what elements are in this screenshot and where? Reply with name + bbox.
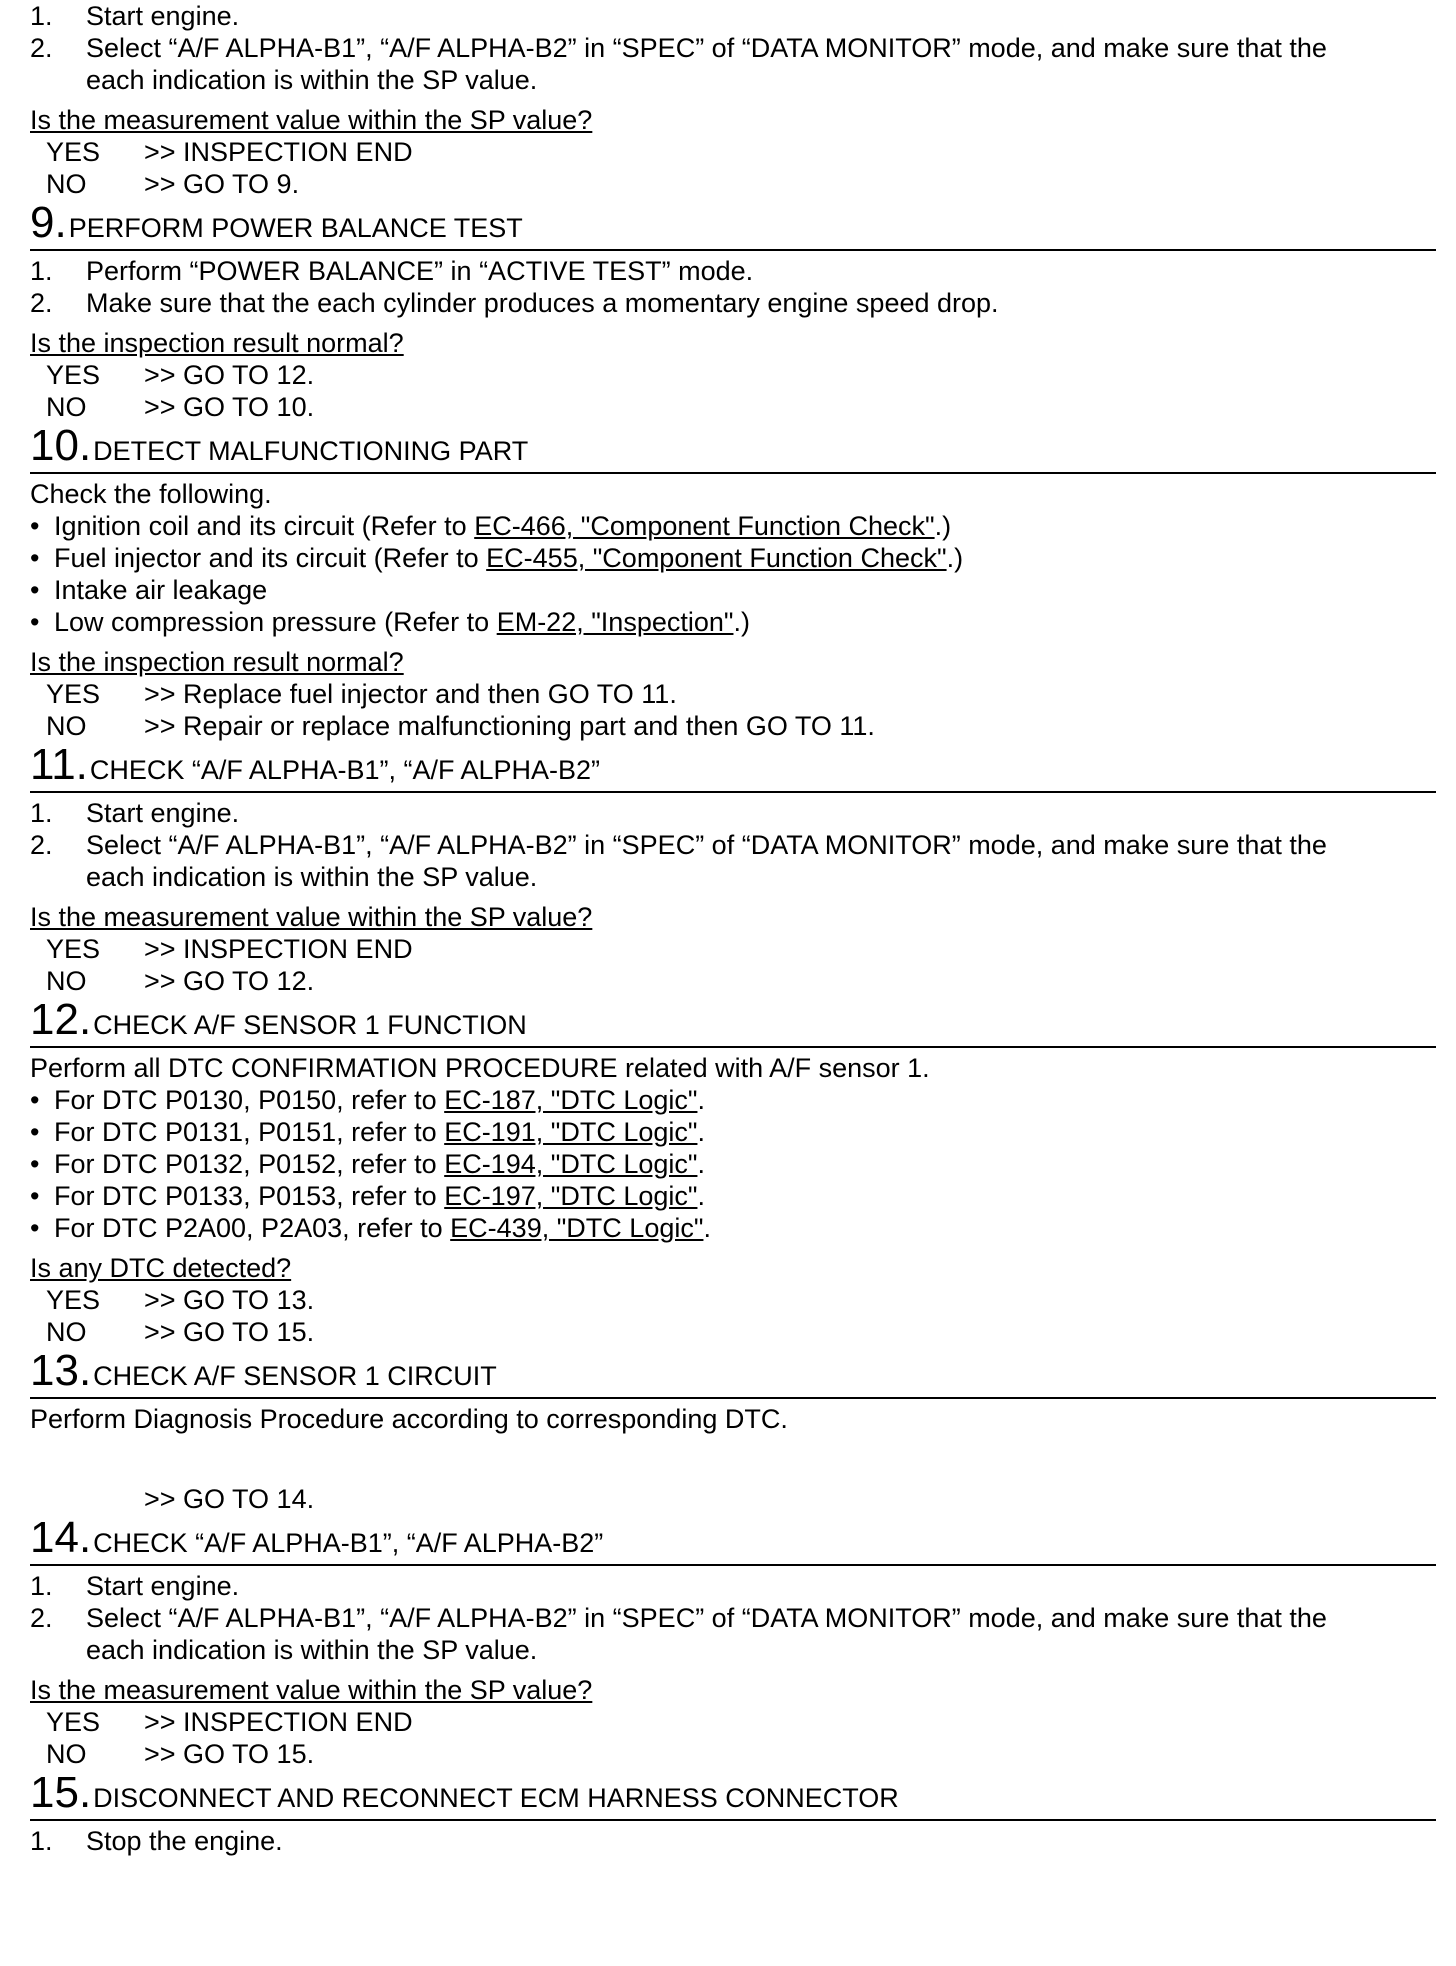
question: Is the measurement value within the SP value? xyxy=(30,902,593,932)
bullet-item: • For DTC P0130, P0150, refer to EC-187, "DTC Logic". xyxy=(30,1084,1436,1116)
top-continuation xyxy=(30,0,1436,200)
answer-yes: YES >> INSPECTION END xyxy=(46,1707,413,1737)
question: Is the inspection result normal? xyxy=(30,647,404,677)
bullet-item: • Low compression pressure (Refer to EM-22, "Inspection".) xyxy=(30,606,1436,638)
step-12 xyxy=(30,995,1436,1348)
step-10 xyxy=(30,421,1436,742)
step-header: 10. DETECT MALFUNCTIONING PART xyxy=(30,429,1436,474)
bullet-item: • For DTC P2A00, P2A03, refer to EC-439, "DTC Logic". xyxy=(30,1212,1436,1244)
reference-link[interactable]: EC-197, "DTC Logic" xyxy=(444,1181,698,1211)
bullet-item: • Fuel injector and its circuit (Refer to EC-455, "Component Function Check".) xyxy=(30,542,1436,574)
step-header: 9. PERFORM POWER BALANCE TEST xyxy=(30,206,1436,251)
step-header: 11. CHECK “A/F ALPHA-B1”, “A/F ALPHA-B2” xyxy=(30,748,1436,793)
step-line: 2. Select “A/F ALPHA-B1”, “A/F ALPHA-B2” in “SPEC” of “DATA MONITOR” mode, and make sure that the xyxy=(30,33,1327,63)
question: Is any DTC detected? xyxy=(30,1253,292,1283)
answer-yes: YES >> GO TO 13. xyxy=(46,1285,315,1315)
reference-link[interactable]: EC-439, "DTC Logic" xyxy=(450,1213,704,1243)
intro-text: Check the following. xyxy=(30,479,272,509)
step-line: 1. Start engine. xyxy=(30,1,240,31)
step-11 xyxy=(30,740,1436,997)
step-14 xyxy=(30,1513,1436,1770)
answer-no: NO >> GO TO 15. xyxy=(46,1739,315,1769)
answer-no: NO >> GO TO 15. xyxy=(46,1317,315,1347)
step-line: 1. Stop the engine. xyxy=(30,1826,283,1856)
step-line: 1. Perform “POWER BALANCE” in “ACTIVE TEST” mode. xyxy=(30,256,754,286)
step-continuation: each indication is within the SP value. xyxy=(86,862,538,892)
step-header: 14. CHECK “A/F ALPHA-B1”, “A/F ALPHA-B2” xyxy=(30,1521,1436,1566)
bullet-item: • For DTC P0131, P0151, refer to EC-191, "DTC Logic". xyxy=(30,1116,1436,1148)
answer-yes: YES >> INSPECTION END xyxy=(46,137,413,167)
answer-no: NO >> Repair or replace malfunctioning part and then GO TO 11. xyxy=(46,711,875,741)
step-line: 1. Start engine. xyxy=(30,798,240,828)
reference-link[interactable]: EC-466, "Component Function Check" xyxy=(474,511,935,541)
bullet-item: • For DTC P0132, P0152, refer to EC-194, "DTC Logic". xyxy=(30,1148,1436,1180)
question: Is the inspection result normal? xyxy=(30,328,404,358)
step-line: 2. Make sure that the each cylinder produces a momentary engine speed drop. xyxy=(30,288,999,318)
reference-link[interactable]: EC-455, "Component Function Check" xyxy=(486,543,947,573)
reference-link[interactable]: EC-191, "DTC Logic" xyxy=(444,1117,698,1147)
reference-link[interactable]: EC-187, "DTC Logic" xyxy=(444,1085,698,1115)
question: Is the measurement value within the SP value? xyxy=(30,1675,593,1705)
step-header: 13. CHECK A/F SENSOR 1 CIRCUIT xyxy=(30,1354,1436,1399)
step-header: 15. DISCONNECT AND RECONNECT ECM HARNESS CONNECTOR xyxy=(30,1776,1436,1821)
step-line: 2. Select “A/F ALPHA-B1”, “A/F ALPHA-B2” in “SPEC” of “DATA MONITOR” mode, and make sure that the xyxy=(30,830,1327,860)
answer-yes: YES >> INSPECTION END xyxy=(46,934,413,964)
reference-link[interactable]: EC-194, "DTC Logic" xyxy=(444,1149,698,1179)
step-15 xyxy=(30,1768,1436,1857)
step-13 xyxy=(30,1346,1436,1515)
service-manual-page xyxy=(30,0,1436,1857)
step-header: 12. CHECK A/F SENSOR 1 FUNCTION xyxy=(30,1003,1436,1048)
step-line: 1. Start engine. xyxy=(30,1571,240,1601)
intro-text: Perform all DTC CONFIRMATION PROCEDURE related with A/F sensor 1. xyxy=(30,1053,930,1083)
answer-no: NO >> GO TO 10. xyxy=(46,392,315,422)
step-9 xyxy=(30,198,1436,423)
answer-goto: >> GO TO 14. xyxy=(144,1484,315,1514)
question: Is the measurement value within the SP value? xyxy=(30,105,593,135)
bullet-item: • Intake air leakage xyxy=(30,574,1436,606)
step-continuation: each indication is within the SP value. xyxy=(86,65,538,95)
intro-text: Perform Diagnosis Procedure according to corresponding DTC. xyxy=(30,1404,788,1434)
step-line: 2. Select “A/F ALPHA-B1”, “A/F ALPHA-B2” in “SPEC” of “DATA MONITOR” mode, and make sure that the xyxy=(30,1603,1327,1633)
step-continuation: each indication is within the SP value. xyxy=(86,1635,538,1665)
reference-link[interactable]: EM-22, "Inspection" xyxy=(496,607,734,637)
answer-no: NO >> GO TO 12. xyxy=(46,966,315,996)
answer-no: NO >> GO TO 9. xyxy=(46,169,300,199)
bullet-item: • For DTC P0133, P0153, refer to EC-197, "DTC Logic". xyxy=(30,1180,1436,1212)
answer-yes: YES >> GO TO 12. xyxy=(46,360,315,390)
bullet-item: • Ignition coil and its circuit (Refer to EC-466, "Component Function Check".) xyxy=(30,510,1436,542)
answer-yes: YES >> Replace fuel injector and then GO TO 11. xyxy=(46,679,677,709)
